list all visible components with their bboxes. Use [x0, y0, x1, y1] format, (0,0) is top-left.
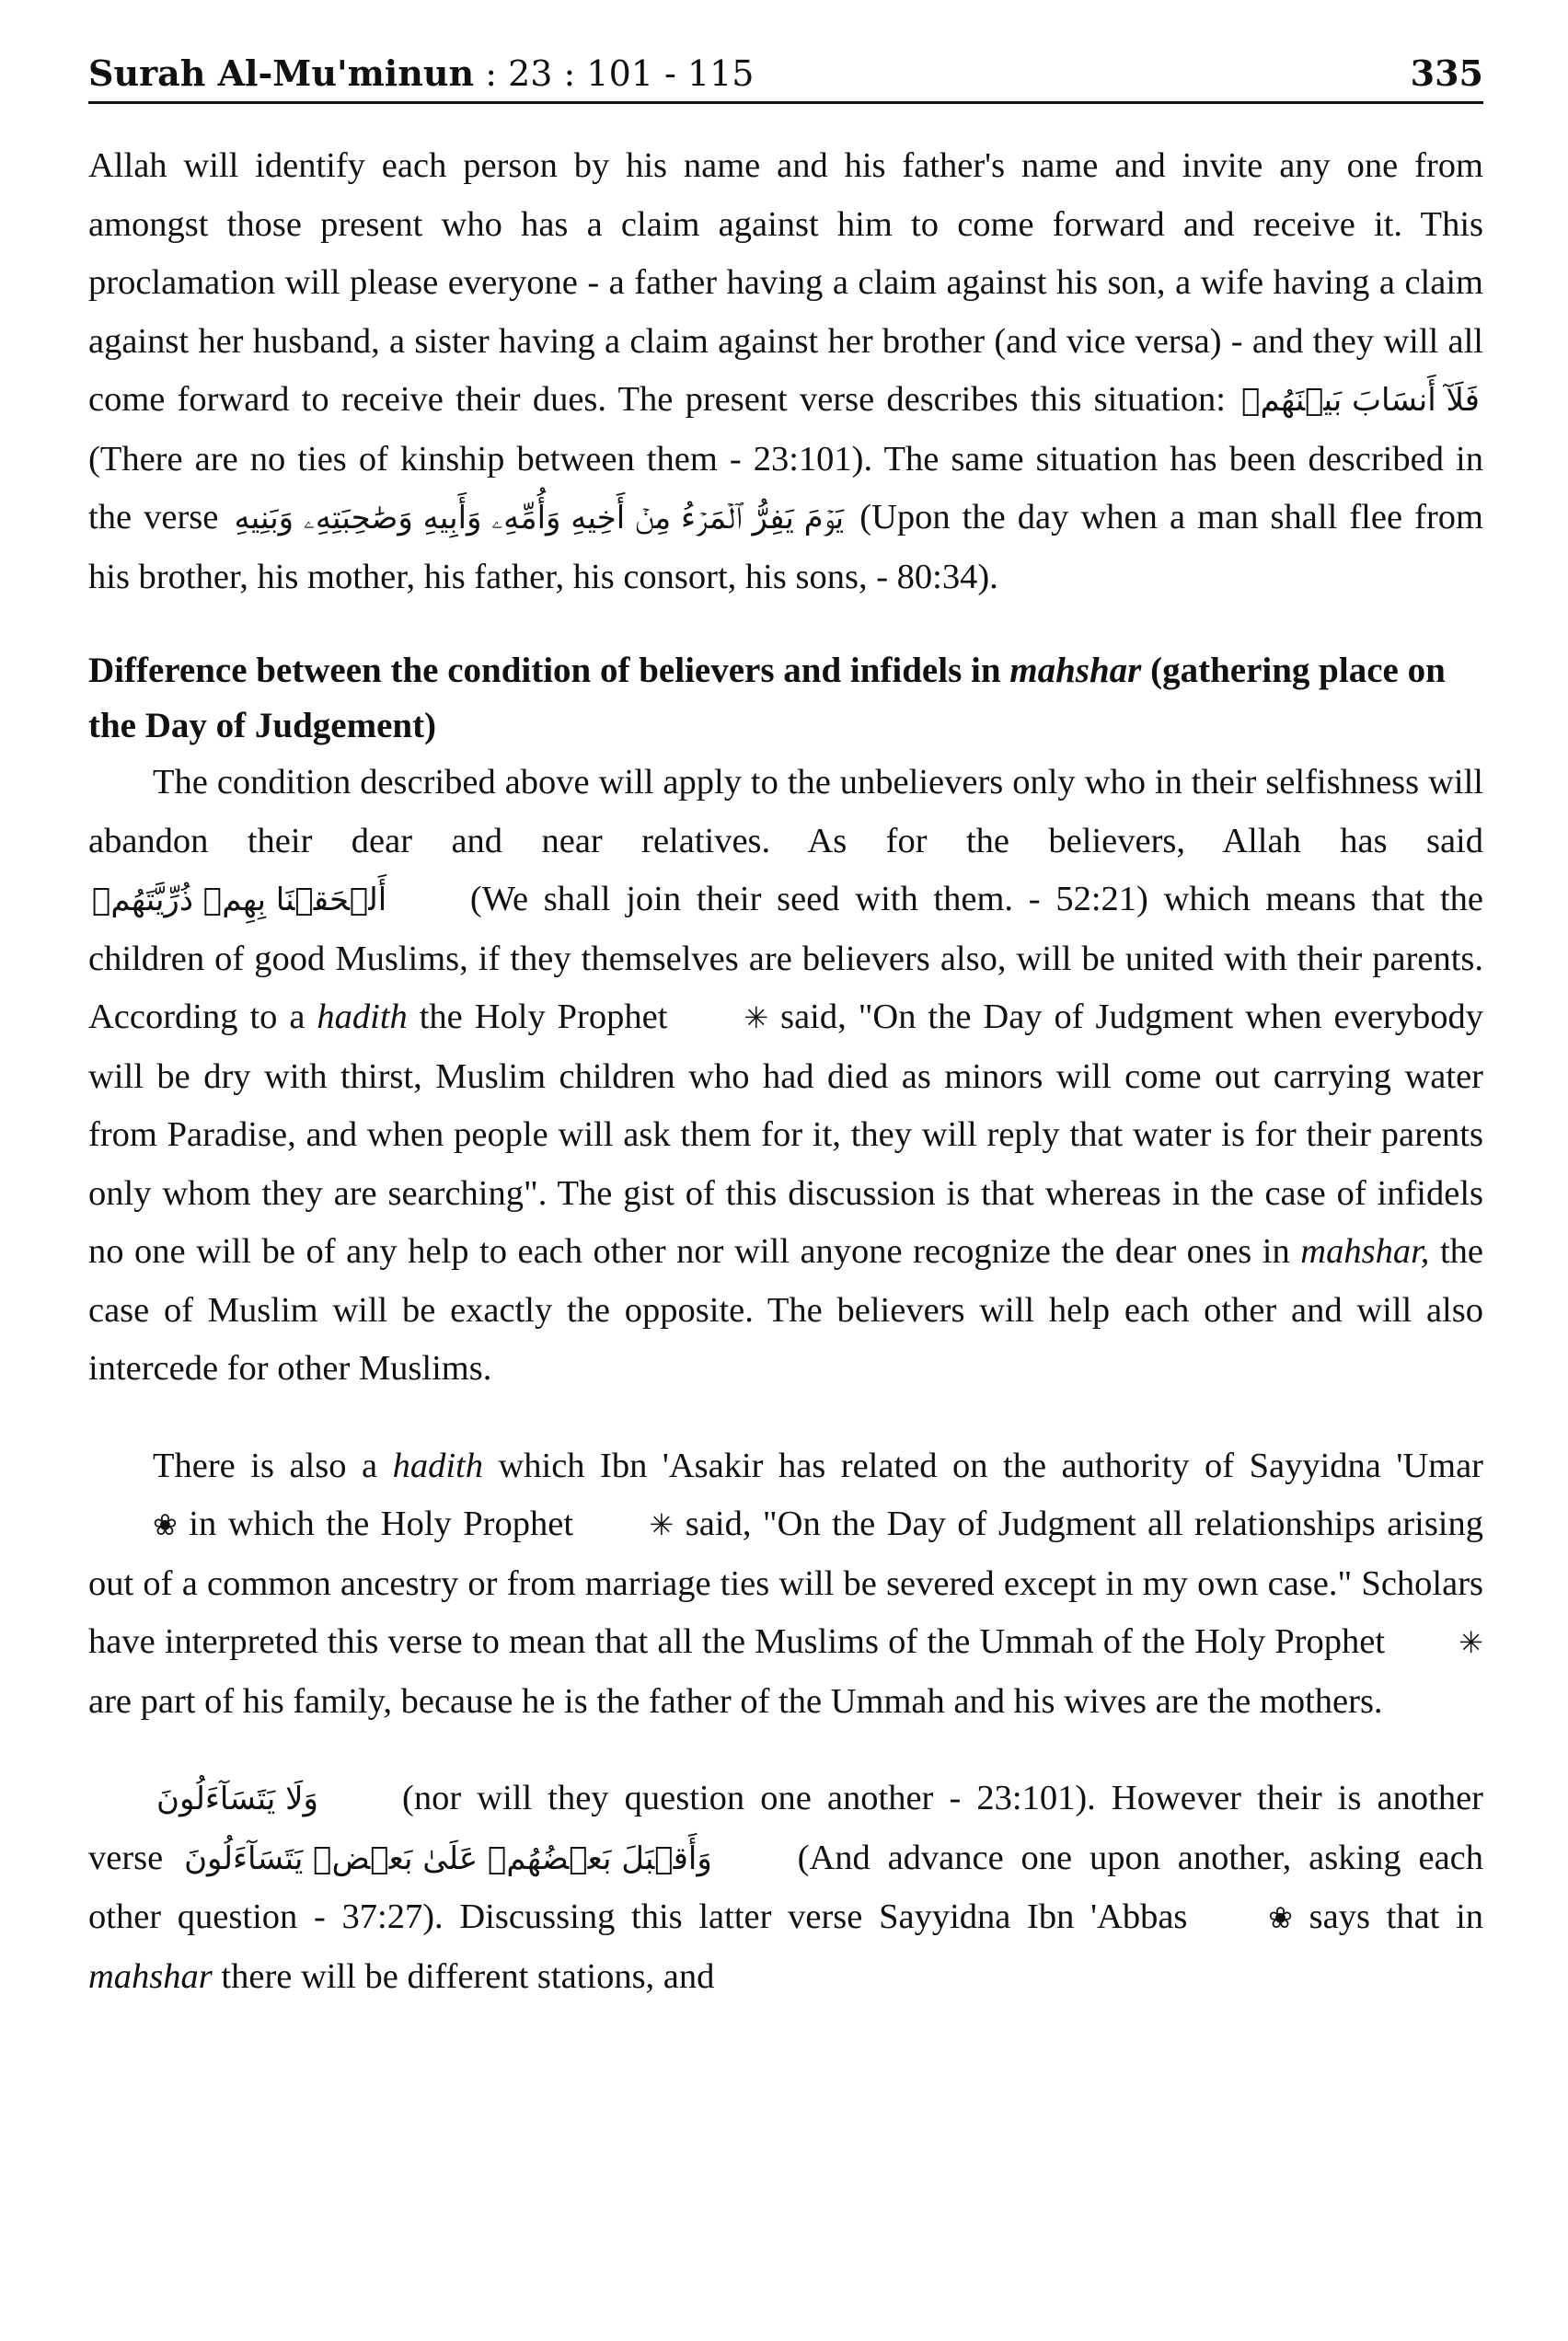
- surah-name: Surah Al-Mu'minun: [88, 52, 475, 94]
- arabic-verse: وَلَا يَتَسَآءَلُونَ: [156, 1781, 318, 1817]
- paragraph-3: [88, 1437, 1483, 1732]
- heading-text: (gathering place on the Day of Judgement): [88, 651, 1446, 745]
- term: mahshar: [88, 1956, 213, 1996]
- text: in which the Holy Prophet: [177, 1505, 585, 1543]
- body-text: [88, 137, 1483, 2006]
- paragraph-1: [88, 137, 1483, 606]
- text: said, "On the Day of Judgment when everybody will be dry with thirst, Muslim children who had died as minors will come out carrying water from Paradise, and when people will ask them for it, they will reply that water is for their parents only whom they are searching". The gist of this discussion is that whereas in the case of infidels no one will be of any help to each other nor will anyone recognize the dear ones in: [88, 998, 1483, 1271]
- text: there will be different stations, and: [212, 1956, 715, 1996]
- text: Allah will identify each person by his name and his father's name and invite any one from amongst those present who has a claim against him to come forward and receive it. This proclamation will please everyone - a father having a claim against his son, a wife having a claim against her husband, a sister having a claim against her brother (and vice versa) - and they will all come forward to receive their dues. The present verse describes this situation:: [88, 146, 1483, 419]
- heading-text: Difference between the condition of believers and infidels in: [88, 651, 1010, 690]
- header-title: [88, 52, 754, 94]
- companion-honorific-icon: ❀: [1268, 1900, 1293, 1935]
- arabic-verse: أَلۡحَقۡنَا بِهِمۡ ذُرِّيَّتَهُمۡ: [92, 882, 387, 918]
- text: (And advance one upon another, asking each other question - 37:27). Discussing this latter verse Sayyidna Ibn 'Abbas: [88, 1838, 1484, 1936]
- text: are part of his family, because he is the father of the Ummah and his wives are the mothers.: [88, 1681, 1383, 1721]
- text: There is also a: [153, 1446, 393, 1485]
- salutation-icon: ✳: [649, 1507, 674, 1542]
- book-page: [88, 48, 1483, 2321]
- term: hadith: [392, 1446, 483, 1485]
- salutation-icon: ✳: [1458, 1625, 1483, 1660]
- paragraph-2: [88, 754, 1483, 1399]
- heading-term: mahshar: [1009, 651, 1142, 690]
- term: hadith: [317, 998, 408, 1036]
- arabic-verse: فَلَآ أَنسَابَ بَيۡنَهُمۡ: [1241, 382, 1480, 419]
- text: which Ibn 'Asakir has related on the authority of Sayyidna 'Umar: [482, 1446, 1483, 1485]
- running-header: [88, 48, 1483, 104]
- text: (We shall join their seed with them. - 52:21) which means that the children of good Muslims, if they themselves are believers also, will be united with their parents. According to a: [88, 880, 1483, 1036]
- text: said, "On the Day of Judgment all relationships arising out of a common ancestry or from marriage ties will be severed except in my own case." Scholars have interpreted this verse to mean that all the Muslims of the Ummah of the Holy Prophet: [88, 1505, 1483, 1661]
- text: (There are no ties of kinship between them - 23:101). The same situation has been described in the verse: [88, 439, 1483, 536]
- text: (Upon the day when a man shall flee from his brother, his mother, his father, his consort, his sons, - 80:34).: [88, 498, 1483, 596]
- text: the case of Muslim will be exactly the opposite. The believers will help each other and will also intercede for other Muslims.: [88, 1232, 1483, 1388]
- text: the Holy Prophet: [407, 998, 680, 1036]
- section-heading: [88, 643, 1483, 754]
- arabic-verse: يَوۡمَ يَفِرُّ ٱلۡمَرۡءُ مِنۡ أَخِيهِ وَأُمِّهِۦ وَأَبِيهِ وَصَٰحِبَتِهِۦ وَبَنِيهِ: [234, 500, 845, 536]
- term: mahshar,: [1300, 1232, 1430, 1271]
- paragraph-4: [88, 1770, 1483, 2006]
- text: (nor will they question one another - 23:101). However their is another verse: [88, 1779, 1483, 1877]
- companion-honorific-icon: ❀: [153, 1507, 178, 1542]
- salutation-icon: ✳: [744, 1000, 769, 1035]
- page-number: 335: [1410, 52, 1483, 94]
- arabic-verse: وَأَقۡبَلَ بَعۡضُهُمۡ عَلَىٰ بَعۡضٖ يَتَسَآءَلُونَ: [184, 1839, 712, 1877]
- text: says that in: [1292, 1897, 1484, 1936]
- verse-reference: : 23 : 101 - 115: [485, 53, 755, 94]
- text: The condition described above will apply to the unbelievers only who in their selfishness will abandon their dear and near relatives. As for the believers, Allah has said: [88, 763, 1483, 860]
